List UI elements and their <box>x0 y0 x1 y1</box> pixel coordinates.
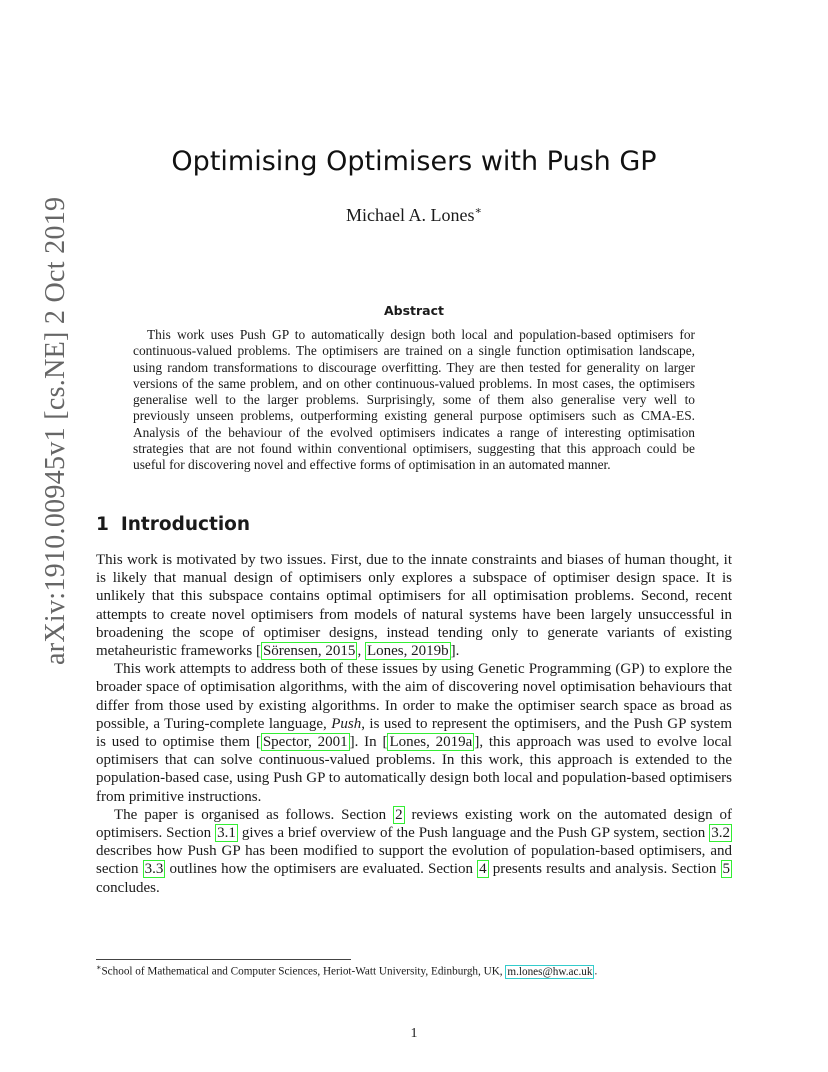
paragraph-text: concludes. <box>96 879 160 896</box>
footnote-mark: ∗ <box>96 963 102 972</box>
citation-lones-2019a[interactable]: Lones, 2019a <box>389 734 473 751</box>
section-ref-3-2[interactable]: 3.2 <box>711 825 730 842</box>
paragraph-text: gives a brief overview of the Push language and the Push GP system, section <box>237 825 710 842</box>
section-ref-3-3[interactable]: 3.3 <box>144 861 164 878</box>
citation-close: ]. <box>450 643 460 660</box>
section-ref-3-1[interactable]: 3.1 <box>217 825 236 842</box>
paragraph-text: The paper is organised as follows. Section <box>114 806 394 823</box>
footnote-text: School of Mathematical and Computer Sciences, Heriot-Watt University, Edinburgh, UK, <box>101 965 506 978</box>
paragraph-text: outlines how the optimisers are evaluated. Section <box>165 861 478 878</box>
paragraph-1 <box>96 551 732 660</box>
footnote-rule <box>96 959 351 960</box>
paragraph-text: presents results and analysis. Section <box>488 861 721 878</box>
abstract-text: This work uses Push GP to automatically design both local and population-based optimisers for continuous-valued problems. The optimisers are trained on a single function optimisation landscape, using random transformations to discourage overfitting. They are then tested for generality on larger versions of the same problem, and on other continuous-valued problems. In most cases, the optimisers generalise well to the larger problems. Surprisingly, some of them also generalise very well to previously unseen problems, outperforming existing general purpose optimisers such as CMA-ES. Analysis of the behaviour of the evolved optimisers indicates a range of interesting optimisation strategies that are not found within conventional optimisers, suggesting that this approach could be useful for discovering novel and effective forms of optimisation in an automated manner. <box>133 327 695 473</box>
footnote-affiliation <box>96 963 597 978</box>
citation-spector-2001[interactable]: Spector, 2001 <box>262 734 348 751</box>
email-link[interactable]: m.lones@hw.ac.uk <box>507 965 593 978</box>
section-ref-5[interactable]: 5 <box>722 861 730 878</box>
author-footnote-mark: ∗ <box>474 205 482 217</box>
paragraph-2 <box>96 660 732 806</box>
section-heading-introduction <box>96 514 250 535</box>
paragraph-text: ]. In [ <box>349 734 388 751</box>
paragraph-text: reviews existing work on the automated design of optimisers. Section <box>96 806 733 842</box>
page-number: 1 <box>410 1026 418 1041</box>
citation-sorensen-2015[interactable]: Sörensen, 2015 <box>262 643 356 660</box>
author-line <box>0 204 828 226</box>
abstract-heading: Abstract <box>383 303 445 318</box>
footnote-end: . <box>594 965 598 978</box>
section-title: Introduction <box>120 514 251 535</box>
section-number: 1 <box>96 514 109 535</box>
paragraph-text: This work is motivated by two issues. First, due to the innate constraints and biases of human thought, it is likely that manual design of optimisers only explores a subspace of optimiser design space. It is unlikely that this subspace contains optimal optimisers for all optimisation problems. Second, recent attempts to create novel optimisers from models of natural systems have been largely unsuccessful in broadening the scope of optimiser designs, instead tending only to generate variants of existing metaheuristic frameworks [ <box>96 552 732 660</box>
paper-title: Optimising Optimisers with Push GP <box>171 146 657 177</box>
paragraph-text: , is used to represent the optimisers, and the Push GP system is used to optimise them [ <box>96 715 732 751</box>
arxiv-identifier: arXiv:1910.00945v1 [cs.NE] 2 Oct 2019 <box>40 196 71 665</box>
paragraph-text: This work attempts to address both of these issues by using Genetic Programming (GP) to explore the broader space of optimisation algorithms, with the aim of discovering novel optimisation behaviours that differ from those used by existing algorithms. In order to make the optimiser search space as broad as possible, a Turing-complete language, <box>96 661 732 732</box>
introduction-body <box>96 551 732 897</box>
citation-separator: , <box>357 643 365 660</box>
push-term: Push <box>331 715 362 732</box>
section-ref-2[interactable]: 2 <box>395 806 403 823</box>
paragraph-text: describes how Push GP has been modified to support the evolution of population-based optimisers, and section <box>96 843 732 878</box>
paragraph-text: ], this approach was used to evolve local optimisers that can solve continuous-valued problems. In this work, this approach is extended to the population-based case, using Push GP to automatically design both local and population-based optimisers from primitive instructions. <box>96 734 732 805</box>
author-name: Michael A. Lones <box>346 205 475 225</box>
citation-lones-2019b[interactable]: Lones, 2019b <box>366 643 449 660</box>
paragraph-3 <box>96 806 732 897</box>
section-ref-4[interactable]: 4 <box>479 861 487 878</box>
